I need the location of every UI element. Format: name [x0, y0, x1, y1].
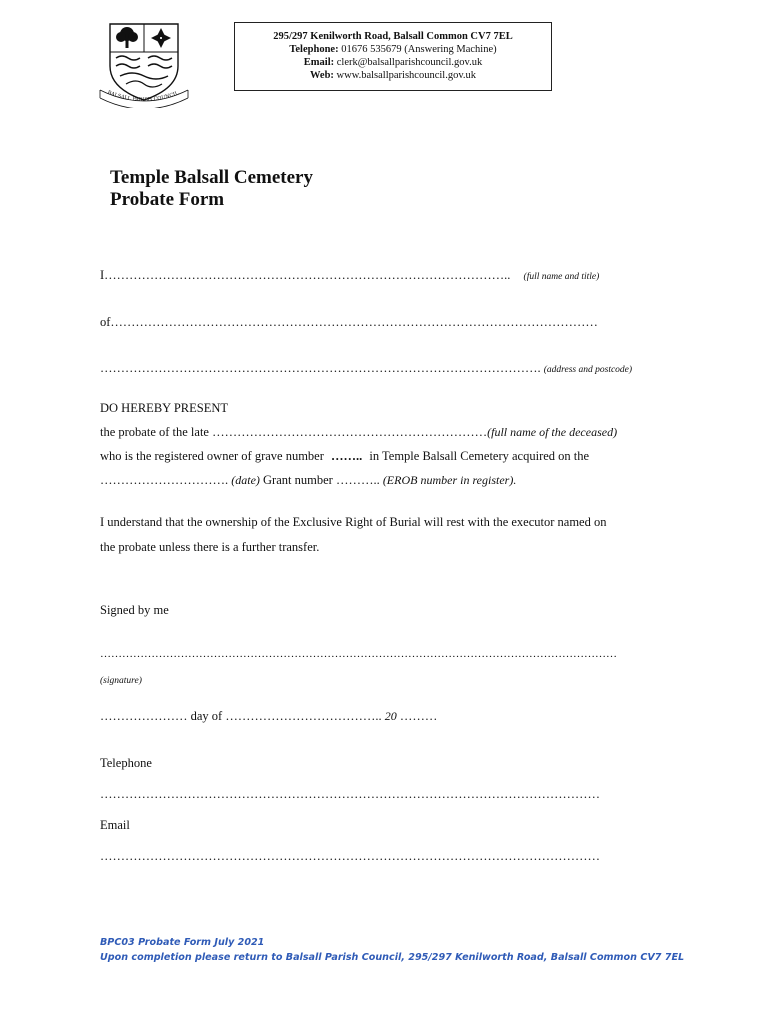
form-footer: [100, 935, 684, 965]
footer-form-code: BPC03 Probate Form July 2021: [100, 937, 265, 948]
understand-paragraph: I understand that the ownership of the Exclusive Right of Burial will rest with the executor named on the probate unless there is a further transfer.: [100, 515, 607, 554]
present-heading: DO HEREBY PRESENT: [100, 401, 229, 415]
full-name-note: (full name and title): [523, 272, 600, 282]
council-telephone: Telephone: 01676 535679 (Answering Machine): [289, 44, 497, 55]
address-note: (address and postcode): [543, 365, 633, 375]
date-field[interactable]: ………………… day of ……………………………….. 20 ………: [100, 709, 438, 723]
footer-return-instructions: Upon completion please return to Balsall Parish Council, 295/297 Kenilworth Road, Balsall Common CV7 7EL: [100, 952, 685, 963]
deceased-line[interactable]: the probate of the late …………………………………………………………(full name of the deceased): [100, 425, 618, 439]
signature-note: (signature): [100, 676, 142, 686]
form-title: [110, 167, 313, 211]
form-title-line1: Temple Balsall Cemetery: [110, 167, 313, 188]
signed-label: Signed by me: [100, 603, 169, 617]
present-section: [100, 396, 700, 492]
council-web: Web: www.balsallparishcouncil.gov.uk: [309, 70, 477, 81]
council-address-box: [234, 22, 552, 91]
address-field-line1[interactable]: of………………………………………………………………………………………………………: [100, 315, 598, 329]
grave-line[interactable]: who is the registered owner of grave number …….. in Temple Balsall Cemetery acquired on the: [100, 449, 590, 463]
signature-field[interactable]: ……………………………………………………………………………………………………………………………: [100, 648, 617, 660]
crest-motto-text: BALSALL PARISH COUNCIL: [106, 89, 180, 104]
email-field[interactable]: …………………………………………………………………………………………………………: [100, 849, 600, 863]
council-crest-logo: [96, 20, 192, 108]
address-field-line2[interactable]: ……………………………………………………………………………………………. (address and postcode): [100, 361, 633, 375]
council-email: Email: clerk@balsallparishcouncil.gov.uk: [303, 57, 483, 68]
telephone-field[interactable]: …………………………………………………………………………………………………………: [100, 787, 600, 801]
council-address: 295/297 Kenilworth Road, Balsall Common CV7 7EL: [273, 31, 513, 42]
full-name-field[interactable]: I…………………………………………………………………………………….. (full name and title): [100, 268, 600, 282]
telephone-label: Telephone: [100, 756, 152, 770]
grant-line[interactable]: …………………………. (date) Grant number ……….. (EROB number in register).: [100, 473, 517, 487]
email-label: Email: [100, 818, 130, 832]
form-title-line2: Probate Form: [110, 189, 225, 210]
